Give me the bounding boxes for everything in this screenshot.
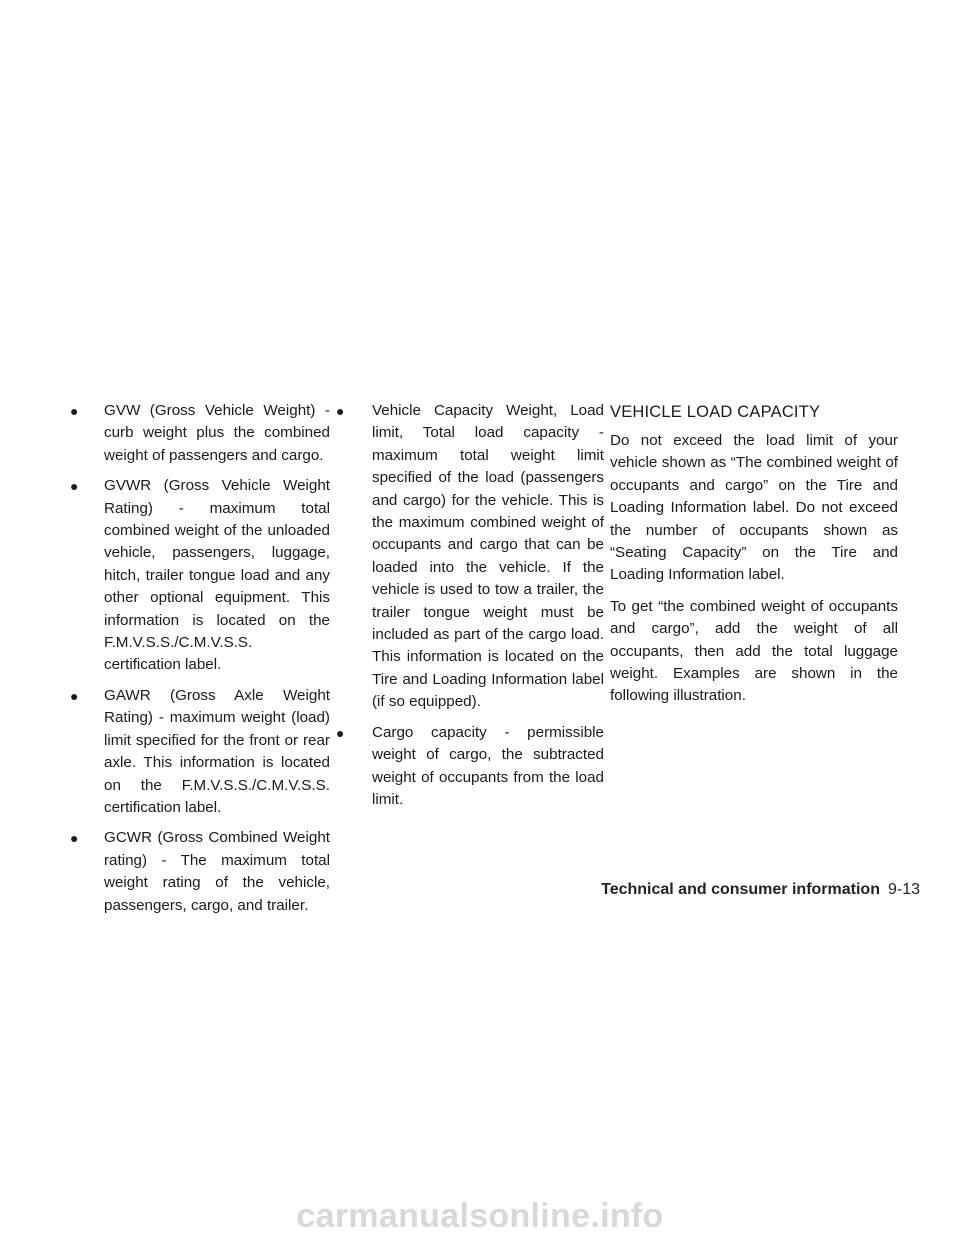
middle-column [336,400,604,819]
bullet-text: Vehicle Capacity Weight, Load limit, Total load capacity - maximum total weight limit specified of the load (passengers and cargo) for the vehicle. This is the maximum combined weight of occupants and cargo that can be loaded into the vehicle. If the vehicle is used to tow a trailer, the trailer tongue weight must be included as part of the cargo load. This information is located on the Tire and Loading Information label (if so equipped). [372,402,604,711]
footer-section-title: Technical and consumer information [601,881,880,898]
left-column [62,400,330,925]
section-heading: VEHICLE LOAD CAPACITY [610,403,821,421]
bullet-text: GVWR (Gross Vehicle Weight Rating) - maximum total combined weight of the unloaded vehicle, passengers, luggage, hitch, trailer tongue load and any other optional equipment. This information is located on the F.M.V.S.S./C.M.V.S.S. certification label. [104,477,330,674]
bullet-dot-icon: ● [336,724,345,741]
right-column [610,400,898,717]
page-number: 9-13 [887,881,920,898]
paragraph-load-limit: Do not exceed the load limit of your vehicle shown as “The combined weight of occupants and cargo” on the Tire and Loading Information label. Do not exceed the number of occupants shown as “Seating Capacity” on the Tire and Loading Information label. [610,432,898,584]
bullet-text: GCWR (Gross Combined Weight rating) - The maximum total weight rating of the vehicle, passengers, cargo, and trailer. [104,829,330,914]
paragraph-combined-weight: To get “the combined weight of occupants and cargo”, add the weight of all occupants, then add the total luggage weight. Examples are shown in the following illustration. [610,597,898,705]
bullet-dot-icon: ● [70,830,79,847]
bullet-dot-icon: ● [70,687,79,704]
bullet-text: GAWR (Gross Axle Weight Rating) - maximum weight (load) limit specified for the front or rear axle. This information is located on the F.M.V.S.S./C.M.V.S.S. certification label. [104,686,330,816]
bullet-item-gawr [62,685,330,819]
bullet-item-cargo-capacity [336,722,604,812]
bullet-text: GVW (Gross Vehicle Weight) - curb weight plus the combined weight of passengers and cargo. [104,402,330,464]
bullet-item-gcwr [62,827,330,917]
bullet-item-vehicle-capacity [336,400,604,714]
bullet-item-gvwr [62,475,330,677]
bullet-text: Cargo capacity - permissible weight of cargo, the subtracted weight of occupants from the load limit. [372,723,604,808]
site-watermark: carmanualsonline.info [296,1197,664,1235]
bullet-dot-icon: ● [336,403,345,419]
bullet-item-gvw [62,400,330,467]
page-footer [601,880,920,900]
bullet-dot-icon: ● [70,403,79,419]
bullet-dot-icon: ● [70,478,79,495]
